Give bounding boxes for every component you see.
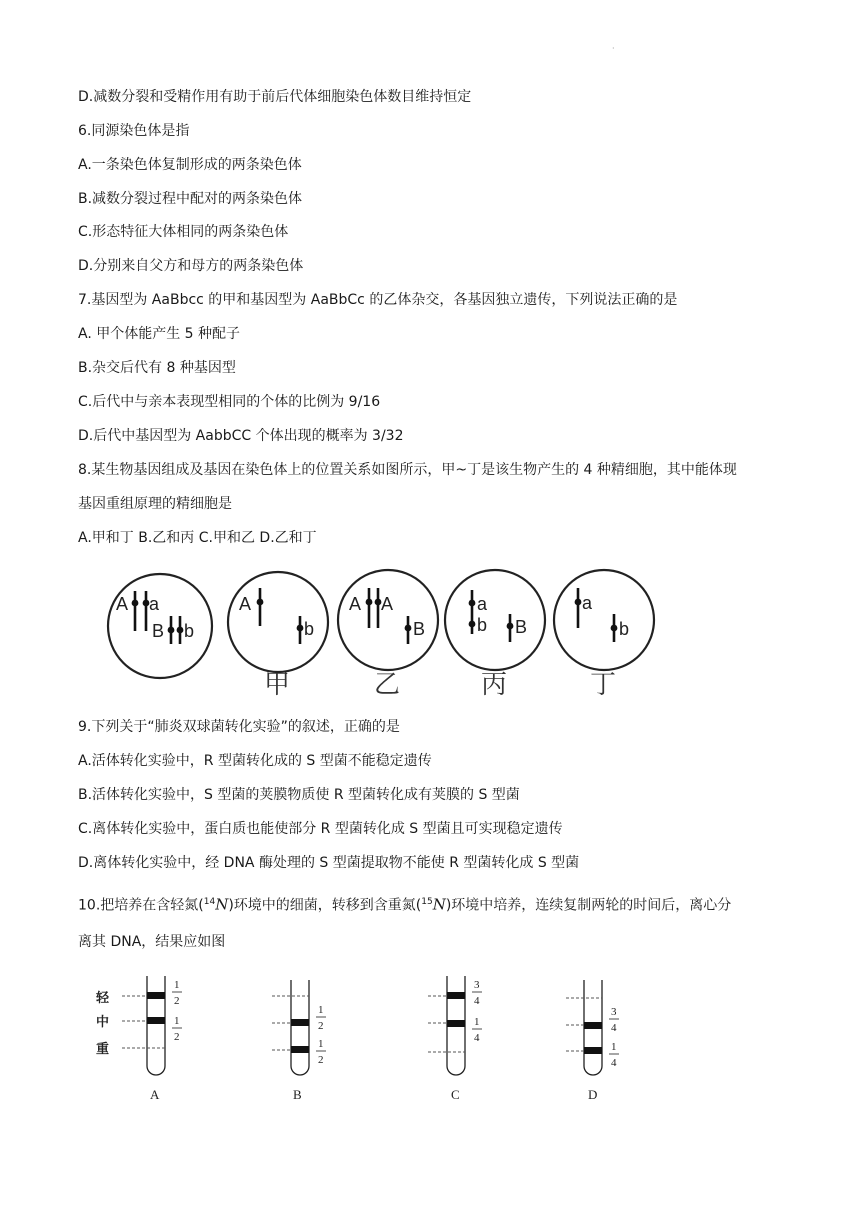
q9-option-a: A.活体转化实验中，R 型菌转化成的 S 型菌不能稳定遗传 [78,753,432,769]
tube-label: C [451,1087,460,1102]
cell-label-yi: 乙 [374,670,401,700]
q7-stem: 7.基因型为 AaBbcc 的甲和基因型为 AaBbCc 的乙体杂交，各基因独立遗传，下列说法正确的是 [78,292,678,308]
q6-option-c: C.形态特征大体相同的两条染色体 [78,224,289,240]
q10-stem-line2: 离其 DNA，结果应如图 [78,934,226,950]
q7-option-b: B.杂交后代有 8 种基因型 [78,360,236,376]
fraction-den: 4 [474,995,480,1007]
fraction-den: 2 [174,1031,180,1043]
q7-option-a: A. 甲个体能产生 5 种配子 [78,326,241,342]
q10-sup1: 14 [203,897,216,907]
header-dot: · [612,44,615,53]
q10-n2: N [432,895,446,914]
q6-stem: 6.同源染色体是指 [78,123,190,139]
gene-label: a [582,593,593,613]
q8-stem-line1: 8.某生物基因组成及基因在染色体上的位置关系如图所示，甲~丁是该生物产生的 4 种精细胞，其中能体现 [78,462,737,478]
gene-label: A [116,594,129,614]
parent-cell [108,574,212,678]
tube-a [122,976,182,1102]
cell-label-jia: 甲 [264,670,291,700]
q9-stem: 9.下列关于“肺炎双球菌转化实验”的叙述，正确的是 [78,719,400,735]
gene-label: A [239,594,252,614]
q7-option-c: C.后代中与亲本表现型相同的个体的比例为 9/16 [78,394,381,410]
q10-mid: )环境中的细菌，转移到含重氮( [228,897,422,914]
cell-label-bing: 丙 [481,670,508,700]
q10-suffix: )环境中培养，连续复制两轮的时间后，离心分 [445,897,732,914]
gene-label: B [413,619,426,639]
q9-option-d: D.离体转化实验中，经 DNA 酶处理的 S 型菌提取物不能使 R 型菌转化成 S 型菌 [78,855,580,871]
gene-label: a [477,594,488,614]
fraction-num: 1 [174,979,180,991]
q5-option-d: D.减数分裂和受精作用有助于前后代体细胞染色体数目维持恒定 [78,89,472,105]
fraction-den: 4 [474,1032,480,1044]
q6-option-a: A.一条染色体复制形成的两条染色体 [78,157,302,173]
fraction-num: 1 [611,1041,617,1053]
gene-label: b [184,621,195,641]
q9-option-b: B.活体转化实验中，S 型菌的荚膜物质使 R 型菌转化成有荚膜的 S 型菌 [78,787,520,803]
label-light: 轻 [96,990,110,1005]
tube-b [272,980,326,1102]
label-middle: 中 [96,1014,110,1029]
fraction-den: 4 [611,1057,617,1069]
cell-label-ding: 丁 [590,670,617,700]
gene-label: A [381,594,394,614]
fraction-num: 1 [474,1016,480,1028]
q10-stem-line1 [78,892,731,916]
q6-option-d: D.分别来自父方和母方的两条染色体 [78,258,304,274]
q7-option-d: D.后代中基因型为 AabbCC 个体出现的概率为 3/32 [78,428,404,444]
cell-ding [554,570,654,700]
fraction-den: 4 [611,1022,617,1034]
fraction-den: 2 [174,995,180,1007]
gene-label: A [349,594,362,614]
fraction-num: 1 [318,1038,324,1050]
fraction-num: 3 [611,1006,617,1018]
tube-c [428,976,482,1102]
q10-sup2: 15 [421,897,433,907]
fraction-num: 3 [474,979,480,991]
q9-option-c: C.离体转化实验中，蛋白质也能使部分 R 型菌转化成 S 型菌且可实现稳定遗传 [78,821,563,837]
fraction-num: 1 [318,1004,324,1016]
q8-stem-line2: 基因重组原理的精细胞是 [78,496,232,512]
q10-n1: N [215,895,229,914]
cell-jia [228,572,328,700]
tube-d [566,980,619,1102]
tube-label: B [293,1087,302,1102]
gene-label: B [515,617,528,637]
q6-option-b: B.减数分裂过程中配对的两条染色体 [78,191,303,207]
gene-label: a [149,594,160,614]
q8-options: A.甲和丁 B.乙和丙 C.甲和乙 D.乙和丁 [78,530,317,546]
tube-label: D [588,1087,598,1102]
tube-label: A [150,1087,160,1102]
label-heavy: 重 [96,1041,110,1056]
cell-bing [445,570,545,700]
fraction-num: 1 [174,1015,180,1027]
gene-label: b [304,619,315,639]
q10-prefix: 10.把培养在含轻氮( [78,897,204,914]
fraction-den: 2 [318,1020,324,1032]
gene-label: B [152,621,165,641]
fraction-den: 2 [318,1054,324,1066]
cell-yi [338,570,438,700]
gene-label: b [619,619,630,639]
gene-label: b [477,615,488,635]
